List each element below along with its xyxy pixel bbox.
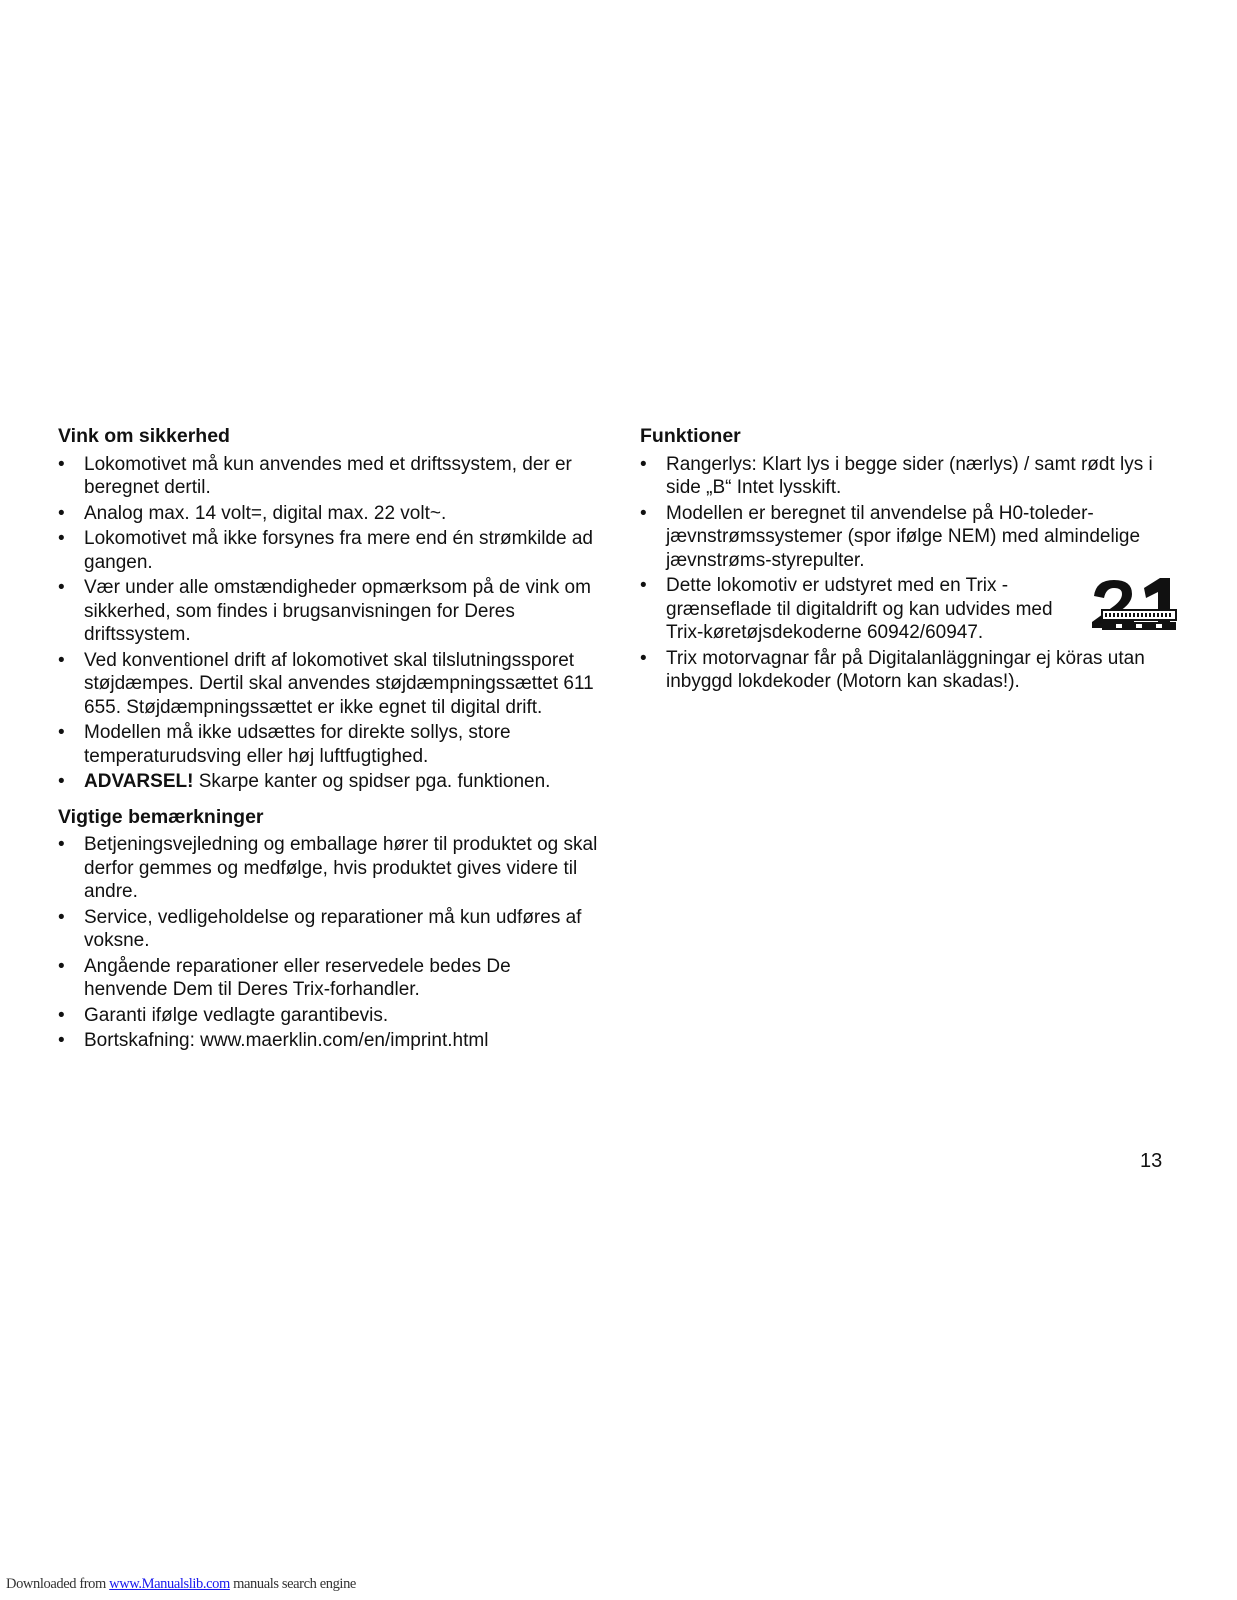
list-item: • Lokomotivet må kun anvendes med et driftssystem, der er beregnet dertil.	[58, 453, 598, 500]
functions-list	[640, 453, 1180, 694]
list-item: • Trix motorvagnar får på Digitalanläggningar ej köras utan inbyggd lokdekoder (Motorn kan skadas!).	[640, 647, 1180, 694]
warning-item	[58, 770, 598, 794]
footer-prefix: Downloaded from	[6, 1576, 110, 1592]
notes-list	[58, 833, 598, 1053]
notes-heading: Vigtige bemærkninger	[58, 805, 264, 828]
list-item: • Lokomotivet må ikke forsynes fra mere end én strømkilde ad gangen.	[58, 527, 598, 574]
list-item-text: Dette lokomotiv er udstyret med en Trix - grænseflade til digitaldrift og kan udvides med Trix-køretøjsdekoderne 60942/60947.	[666, 575, 1053, 643]
footer-suffix: manuals search engine	[229, 1576, 356, 1592]
left-column	[58, 425, 598, 1055]
functions-heading: Funktioner	[640, 425, 741, 447]
list-item: • Betjeningsvejledning og emballage hører til produktet og skal derfor gemmes og medfølge, hvis produktet gives videre til andre.	[58, 833, 598, 904]
list-item-with-logo	[640, 574, 1180, 645]
footer	[6, 1576, 356, 1593]
warning-text: Skarpe kanter og spidser pga. funktionen.	[193, 771, 551, 792]
right-column	[640, 425, 1180, 696]
list-item: • Vær under alle omstændigheder opmærksom på de vink om sikkerhed, som findes i brugsanvisningen for Deres driftssystem.	[58, 576, 598, 647]
warning-label: ADVARSEL!	[84, 771, 194, 792]
mtc21-interface-icon	[1090, 576, 1180, 632]
list-item: • Modellen er beregnet til anvendelse på H0-toleder-jævnstrømssystemer (spor ifølge NEM) med almindelige jævnstrøms-styrepulter.	[640, 502, 1180, 573]
list-item: • Modellen må ikke udsættes for direkte sollys, store temperaturudsving eller høj luftfugtighed.	[58, 721, 598, 768]
list-item: • Ved konventionel drift af lokomotivet skal tilslutningssporet støjdæmpes. Dertil skal anvendes støjdæmpningssættet 611 655. Støjdæmpningssættet er ikke egnet til digital drift.	[58, 649, 598, 720]
list-item: • Garanti ifølge vedlagte garantibevis.	[58, 1004, 598, 1028]
list-item: • Angående reparationer eller reservedele bedes De henvende Dem til Deres Trix-forhandler.	[58, 955, 598, 1002]
list-item: • Analog max. 14 volt=, digital max. 22 volt~.	[58, 502, 598, 526]
page-number: 13	[1140, 1150, 1163, 1172]
list-item: • Bortskafning: www.maerklin.com/en/imprint.html	[58, 1029, 598, 1053]
safety-heading: Vink om sikkerhed	[58, 425, 230, 447]
list-item: • Service, vedligeholdelse og reparationer må kun udføres af voksne.	[58, 906, 598, 953]
list-item: • Rangerlys: Klart lys i begge sider (nærlys) / samt rødt lys i side „B“ Intet lysskift.	[640, 453, 1180, 500]
safety-list	[58, 453, 598, 794]
manualslib-link[interactable]: www.Manualslib.com	[109, 1576, 230, 1592]
